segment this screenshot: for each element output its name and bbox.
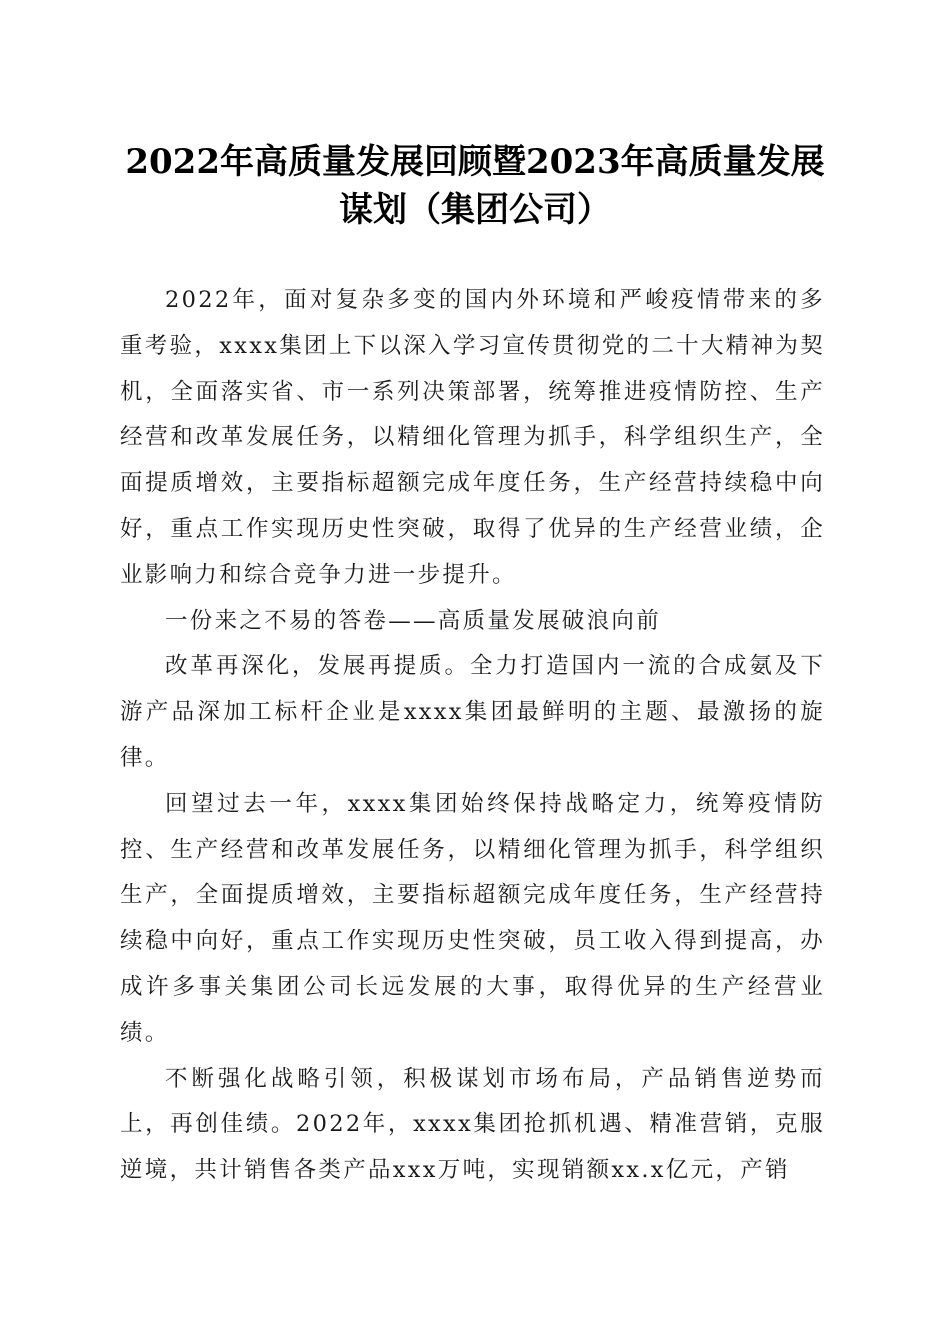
- section-heading: 一份来之不易的答卷——高质量发展破浪向前: [165, 607, 662, 634]
- document-title: [110, 138, 840, 234]
- paragraph-intro: 2022年，面对复杂多变的国内外环境和严峻疫情带来的多重考验，xxxx集团上下以深入学习宣传贯彻党的二十大精神为契机，全面落实省、市一系列决策部署，统筹推进疫情防控、生产经营和改革发展任务，以精细化管理为抓手，科学组织生产，全面提质增效，主要指标超额完成年度任务，生产经营持续稳中向好，重点工作实现历史性突破，取得了优异的生产经营业绩，企业影响力和综合竞争力进一步提升。: [120, 287, 825, 588]
- paragraph-sales: 不断强化战略引领，积极谋划市场布局，产品销售逆势而上，再创佳绩。2022年，xxxx集团抢抓机遇、精准营销，克服逆境，共计销售各类产品xxx万吨，实现销额xx.x亿元，产销: [120, 1065, 825, 1184]
- title-line-2: 谋划（集团公司）: [339, 190, 611, 230]
- document-body: [120, 278, 825, 1194]
- paragraph-review: 回望过去一年，xxxx集团始终保持战略定力，统筹疫情防控、生产经营和改革发展任务，以精细化管理为抓手，科学组织生产，全面提质增效，主要指标超额完成年度任务，生产经营持续稳中向好，重点工作实现历史性突破，员工收入得到提高，办成许多事关集团公司长远发展的大事，取得优异的生产经营业绩。: [120, 790, 825, 1046]
- paragraph-reform: 改革再深化，发展再提质。全力打造国内一流的合成氨及下游产品深加工标杆企业是xxxx集团最鲜明的主题、最激扬的旋律。: [120, 653, 825, 771]
- title-line-1: 2022年高质量发展回顾暨2023年高质量发展: [125, 142, 825, 182]
